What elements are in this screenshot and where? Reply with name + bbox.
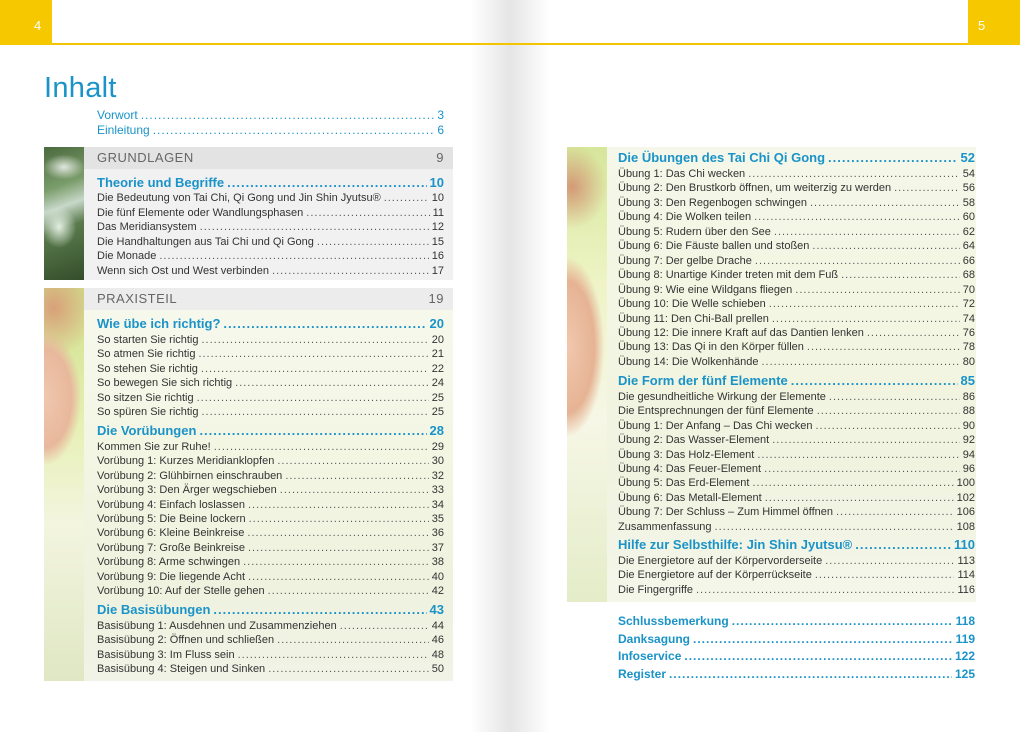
toc-entry-page: 42 — [431, 585, 444, 597]
toc-entry — [618, 196, 975, 210]
toc-entry-title: Einleitung — [97, 123, 150, 137]
chapter-heading — [97, 175, 444, 191]
toc-entry — [97, 206, 444, 220]
toc-entry — [97, 191, 444, 205]
toc-entry-title: Übung 9: Wie eine Wildgans fliegen — [618, 283, 793, 296]
toc-entry-page: 54 — [962, 168, 975, 180]
page-number-box — [968, 0, 1020, 45]
toc-entry-title: So sitzen Sie richtig — [97, 391, 194, 404]
toc-entry — [97, 541, 444, 555]
toc-entry — [97, 662, 444, 676]
toc-entry — [97, 333, 444, 347]
end-entry — [618, 648, 975, 664]
dot-leader — [199, 423, 426, 439]
dot-leader — [243, 555, 429, 569]
toc-entry-page: 17 — [431, 264, 444, 277]
dot-leader — [340, 619, 429, 633]
dot-leader — [268, 584, 429, 598]
toc-entry-title: Vorübung 3: Den Ärger wegschieben — [97, 484, 277, 497]
toc-entry-title: Übung 13: Das Qi in den Körper füllen — [618, 341, 804, 354]
header-rule — [510, 43, 968, 45]
toc-entry — [97, 619, 444, 633]
toc-entry-title: Vorübung 1: Kurzes Meridianklopfen — [97, 455, 275, 468]
toc-entry-title: Übung 2: Den Brustkorb öffnen, um weiterzig zu werden — [618, 182, 892, 195]
toc-entry — [97, 440, 444, 454]
toc-entry-page: 46 — [431, 634, 444, 647]
toc-entry-page: 72 — [962, 298, 975, 311]
gutter-shadow — [470, 0, 510, 732]
dot-leader — [197, 391, 429, 405]
page-number-box — [0, 0, 52, 45]
toc-entry-page: 25 — [431, 391, 444, 404]
toc-entry-title: Vorübung 4: Einfach loslassen — [97, 498, 245, 511]
toc-entry-page: 100 — [956, 477, 975, 490]
dot-leader — [755, 254, 960, 268]
toc-entry-page: 88 — [962, 405, 975, 418]
dot-leader — [153, 123, 435, 137]
toc-entry-title: Die Übungen des Tai Chi Qi Gong — [618, 150, 826, 165]
toc-entry-title: So spüren Sie richtig — [97, 406, 199, 418]
dot-leader — [213, 602, 426, 618]
toc-entry-page: 32 — [431, 469, 444, 482]
toc-entry-title: Die Handhaltungen aus Tai Chi und Qi Gong — [97, 235, 314, 248]
chapter-heading — [618, 150, 975, 166]
dot-leader — [285, 469, 428, 483]
dot-leader — [752, 476, 953, 490]
toc-entry-page: 43 — [429, 602, 444, 617]
toc-entry-page: 64 — [962, 240, 975, 253]
toc-entry-title: Die Basisübungen — [97, 602, 211, 617]
dot-leader — [248, 541, 429, 555]
toc-entry-page: 116 — [957, 583, 975, 596]
toc-entry-page: 122 — [954, 649, 975, 663]
toc-entry — [618, 568, 975, 582]
end-entry — [618, 666, 975, 682]
toc-entry-page: 60 — [962, 211, 975, 224]
dot-leader — [812, 239, 959, 253]
toc-entry — [618, 419, 975, 433]
toc-entry-page: 113 — [957, 555, 975, 567]
dot-leader — [772, 433, 960, 447]
toc-entry-page: 74 — [962, 312, 975, 325]
toc-entry — [618, 390, 975, 404]
toc-entry — [97, 362, 444, 376]
toc-entry-page: 10 — [429, 175, 444, 190]
toc-entry-title: Kommen Sie zur Ruhe! — [97, 441, 211, 453]
toc-entry-page: 114 — [957, 569, 975, 582]
dot-leader — [761, 355, 959, 369]
toc-entry-title: Die Form der fünf Elemente — [618, 373, 788, 388]
dot-leader — [280, 483, 429, 497]
toc-entry-title: Übung 4: Das Feuer-Element — [618, 463, 762, 475]
dot-leader — [684, 648, 952, 664]
dot-leader — [817, 404, 960, 418]
toc-entry-title: Hilfe zur Selbsthilfe: Jin Shin Jyutsu® — [618, 537, 853, 552]
toc-entry — [618, 297, 975, 311]
toc-entry — [618, 340, 975, 354]
toc-entry-title: So stehen Sie richtig — [97, 362, 198, 375]
toc-entry-page: 22 — [431, 362, 444, 375]
dot-leader — [223, 316, 426, 332]
toc-entry-title: Übung 11: Den Chi-Ball prellen — [618, 312, 769, 325]
toc-entry-page: 35 — [431, 513, 444, 525]
toc-entry — [618, 433, 975, 447]
toc-entry-title: Die Energietore auf der Körperrückseite — [618, 569, 812, 582]
dot-leader — [841, 268, 960, 282]
toc-entry-title: Vorübung 9: Die liegende Acht — [97, 570, 246, 583]
toc-entry-title: So atmen Sie richtig — [97, 348, 196, 361]
toc-entry-page: 36 — [431, 527, 444, 540]
toc-entry — [618, 554, 975, 568]
dot-leader — [815, 568, 955, 582]
dot-leader — [247, 526, 428, 540]
page-number: 4 — [34, 18, 42, 33]
toc-entry-page: 70 — [962, 283, 975, 296]
dot-leader — [764, 462, 960, 476]
toc-entry — [97, 483, 444, 497]
toc-entry-page: 108 — [956, 520, 975, 533]
toc-entry — [618, 476, 975, 490]
dot-leader — [748, 167, 960, 181]
dot-leader — [249, 512, 429, 526]
toc-entry — [97, 405, 444, 419]
dot-leader — [306, 206, 429, 220]
toc-entry — [97, 469, 444, 483]
toc-entry-title: Infoservice — [618, 649, 682, 663]
toc-entry — [97, 347, 444, 361]
toc-entry-page: 110 — [954, 537, 975, 552]
toc-entry — [618, 167, 975, 181]
dot-leader — [159, 249, 428, 263]
end-entry — [618, 613, 975, 629]
dot-leader — [248, 498, 429, 512]
dot-leader — [198, 347, 428, 361]
toc-entry — [618, 254, 975, 268]
toc-entry-page: 3 — [437, 108, 444, 122]
toc-entry-page: 28 — [429, 423, 444, 438]
toc-entry-title: Basisübung 1: Ausdehnen und Zusammenziehen — [97, 620, 337, 632]
right-page — [510, 0, 1020, 732]
part-page: 19 — [428, 291, 444, 306]
toc-entry — [618, 491, 975, 505]
toc-entry-title: Übung 7: Der Schluss – Zum Himmel öffnen — [618, 506, 833, 519]
toc-entry-page: 25 — [431, 406, 444, 418]
toc-entry-page: 92 — [962, 434, 975, 447]
dot-leader — [202, 405, 429, 419]
dot-leader — [277, 633, 429, 647]
toc-entry-page: 94 — [962, 448, 975, 461]
dot-leader — [774, 225, 960, 239]
dot-leader — [268, 662, 429, 676]
toc-entry-title: Die Vorübungen — [97, 423, 197, 438]
toc-entry — [97, 220, 444, 234]
chapter-heading — [97, 602, 444, 618]
dot-leader — [238, 648, 429, 662]
toc-entry-title: Vorübung 5: Die Beine lockern — [97, 513, 246, 525]
toc-entry — [618, 448, 975, 462]
toc-entry — [97, 376, 444, 390]
chapter-heading — [97, 423, 444, 439]
toc-entry — [97, 570, 444, 584]
toc-entry-page: 37 — [431, 541, 444, 554]
toc-entry-title: So starten Sie richtig — [97, 334, 199, 346]
intro-entry — [97, 123, 444, 137]
toc-entry-page: 24 — [431, 377, 444, 390]
toc-entry — [618, 404, 975, 418]
part-heading — [97, 150, 444, 166]
toc-entry-page: 38 — [431, 556, 444, 569]
toc-entry-title: Vorübung 10: Auf der Stelle gehen — [97, 585, 265, 597]
gutter-shadow — [510, 0, 550, 732]
toc-entry-page: 29 — [431, 441, 444, 453]
dot-leader — [693, 631, 953, 647]
dot-leader — [829, 390, 960, 404]
dot-leader — [769, 297, 960, 311]
dot-leader — [894, 181, 960, 195]
toc-entry-title: Register — [618, 666, 667, 681]
woman-face-photo — [44, 288, 84, 681]
toc-entry — [618, 583, 975, 597]
waterfall-photo — [44, 147, 84, 280]
end-entry — [618, 631, 975, 647]
toc-entry-title: Vorwort — [97, 108, 138, 122]
chapter-heading — [618, 373, 975, 389]
toc-entry-title: Basisübung 4: Steigen und Sinken — [97, 663, 266, 676]
toc-entry-title: Übung 10: Die Welle schieben — [618, 298, 766, 311]
woman-face-photo — [567, 147, 607, 602]
dot-leader — [807, 340, 960, 354]
toc-entry-page: 6 — [437, 123, 444, 137]
toc-entry-title: Übung 8: Unartige Kinder treten mit dem Fuß — [618, 269, 839, 282]
toc-entry-title: Übung 3: Den Regenbogen schwingen — [618, 196, 807, 209]
toc-entry-title: Übung 5: Rudern über den See — [618, 225, 771, 238]
dot-leader — [791, 373, 958, 389]
dot-leader — [202, 333, 429, 347]
dot-leader — [669, 666, 952, 682]
toc-entry-title: Die Bedeutung von Tai Chi, Qi Gong und Jin Shin Jyutsu® — [97, 192, 381, 204]
toc-entry-page: 125 — [954, 666, 975, 681]
toc-entry-title: Vorübung 7: Große Beinkreise — [97, 541, 245, 554]
toc-entry-page: 48 — [431, 648, 444, 661]
toc-entry-title: Basisübung 3: Im Fluss sein — [97, 648, 235, 661]
toc-entry-title: Zusammenfassung — [618, 520, 712, 533]
toc-entry — [618, 283, 975, 297]
toc-entry-title: Theorie und Begriffe — [97, 175, 225, 190]
toc-entry-page: 96 — [962, 463, 975, 475]
page-title: Inhalt — [44, 72, 117, 104]
toc-entry-page: 106 — [956, 506, 975, 519]
toc-entry — [618, 239, 975, 253]
toc-entry-title: Übung 7: Der gelbe Drache — [618, 254, 752, 267]
toc-entry — [618, 462, 975, 476]
toc-entry — [97, 526, 444, 540]
toc-entry-page: 58 — [962, 196, 975, 209]
toc-entry-page: 12 — [431, 221, 444, 233]
toc-entry-page: 78 — [962, 341, 975, 354]
dot-leader — [867, 326, 960, 340]
dot-leader — [765, 491, 954, 505]
toc-entry-title: Übung 3: Das Holz-Element — [618, 448, 755, 461]
toc-entry — [618, 210, 975, 224]
toc-entry-page: 102 — [956, 491, 975, 504]
toc-entry-title: Das Meridiansystem — [97, 221, 197, 233]
toc-entry-title: Die fünf Elemente oder Wandlungsphasen — [97, 206, 304, 219]
toc-entry-page: 20 — [431, 334, 444, 346]
dot-leader — [141, 108, 435, 122]
toc-entry-title: Übung 4: Die Wolken teilen — [618, 211, 752, 224]
toc-entry — [97, 648, 444, 662]
toc-entry-title: Übung 1: Das Chi wecken — [618, 168, 746, 180]
toc-entry-title: Basisübung 2: Öffnen und schließen — [97, 634, 275, 647]
toc-entry-title: Übung 12: Die innere Kraft auf das Dantien lenken — [618, 326, 864, 339]
toc-entry-page: 118 — [955, 614, 975, 628]
toc-entry-title: Übung 5: Das Erd-Element — [618, 477, 750, 490]
toc-entry-title: So bewegen Sie sich richtig — [97, 377, 233, 390]
toc-entry-title: Die Entsprechnungen der fünf Elemente — [618, 405, 814, 418]
dot-leader — [201, 362, 429, 376]
toc-entry — [97, 454, 444, 468]
toc-entry-page: 40 — [431, 570, 444, 583]
toc-entry-page: 20 — [429, 316, 444, 331]
toc-entry — [97, 633, 444, 647]
dot-leader — [810, 196, 960, 210]
part-heading — [97, 291, 444, 307]
dot-leader — [732, 613, 953, 629]
toc-entry-page: 50 — [431, 663, 444, 676]
toc-entry-page: 56 — [962, 182, 975, 195]
chapter-heading — [97, 316, 444, 332]
dot-leader — [200, 220, 429, 234]
dot-leader — [795, 283, 959, 297]
toc-entry — [618, 355, 975, 369]
toc-entry-title: Übung 14: Die Wolkenhände — [618, 355, 759, 368]
dot-leader — [696, 583, 954, 597]
toc-entry-title: Die gesundheitliche Wirkung der Elemente — [618, 391, 826, 403]
toc-entry-title: Die Fingergriffe — [618, 583, 693, 596]
toc-entry — [97, 555, 444, 569]
dot-leader — [248, 570, 429, 584]
toc-entry-page: 16 — [431, 250, 444, 262]
toc-entry-page: 62 — [962, 225, 975, 238]
toc-entry-page: 10 — [431, 192, 444, 204]
toc-entry — [97, 264, 444, 278]
toc-entry-title: Danksagung — [618, 631, 691, 646]
toc-entry-title: Die Monade — [97, 250, 157, 262]
toc-entry-page: 66 — [962, 254, 975, 267]
dot-leader — [855, 537, 951, 553]
toc-entry-title: Wie übe ich richtig? — [97, 316, 221, 331]
dot-leader — [815, 419, 959, 433]
header-rule — [52, 43, 510, 45]
toc-entry-title: Schlussbemerkung — [618, 614, 729, 628]
dot-leader — [277, 454, 428, 468]
toc-entry-page: 52 — [960, 150, 975, 165]
toc-entry-page: 44 — [431, 620, 444, 632]
page-number: 5 — [978, 18, 986, 33]
chapter-heading — [618, 537, 975, 553]
toc-entry-page: 85 — [960, 373, 975, 388]
toc-entry — [97, 391, 444, 405]
part-title: GRUNDLAGEN — [97, 150, 194, 165]
toc-entry — [618, 181, 975, 195]
toc-entry-title: Die Energietore auf der Körpervorderseite — [618, 555, 823, 567]
toc-entry — [97, 584, 444, 598]
dot-leader — [317, 235, 429, 249]
toc-entry — [97, 249, 444, 263]
dot-leader — [828, 150, 957, 166]
toc-entry — [97, 512, 444, 526]
toc-entry — [618, 520, 975, 534]
part-title: PRAXISTEIL — [97, 291, 178, 306]
dot-leader — [757, 448, 959, 462]
part-page: 9 — [436, 150, 444, 165]
toc-entry-title: Übung 6: Das Metall-Element — [618, 491, 762, 504]
dot-leader — [836, 505, 954, 519]
toc-entry — [618, 326, 975, 340]
toc-entry-page: 86 — [962, 391, 975, 403]
dot-leader — [825, 554, 954, 568]
toc-entry-title: Übung 2: Das Wasser-Element — [618, 434, 770, 447]
toc-entry-page: 30 — [431, 455, 444, 468]
dot-leader — [235, 376, 429, 390]
toc-entry-page: 34 — [431, 498, 444, 511]
toc-entry-title: Vorübung 6: Kleine Beinkreise — [97, 527, 245, 540]
toc-entry — [618, 225, 975, 239]
toc-entry-page: 76 — [962, 326, 975, 339]
toc-entry-page: 68 — [962, 269, 975, 282]
toc-entry-page: 21 — [431, 348, 444, 361]
toc-entry — [97, 235, 444, 249]
toc-entry-title: Vorübung 8: Arme schwingen — [97, 556, 241, 569]
dot-leader — [384, 191, 429, 205]
toc-entry-page: 33 — [431, 484, 444, 497]
toc-entry — [618, 268, 975, 282]
toc-entry-title: Übung 1: Der Anfang – Das Chi wecken — [618, 419, 813, 432]
toc-entry — [618, 505, 975, 519]
toc-entry-title: Wenn sich Ost und West verbinden — [97, 264, 270, 277]
toc-entry-page: 11 — [432, 206, 444, 219]
dot-leader — [772, 312, 960, 326]
toc-entry — [618, 312, 975, 326]
dot-leader — [715, 520, 954, 534]
toc-entry-title: Vorübung 2: Glühbirnen einschrauben — [97, 469, 283, 482]
toc-entry-page: 15 — [431, 235, 444, 248]
dot-leader — [272, 264, 429, 278]
dot-leader — [754, 210, 960, 224]
toc-entry-title: Übung 6: Die Fäuste ballen und stoßen — [618, 240, 810, 253]
intro-entry — [97, 108, 444, 122]
toc-entry-page: 80 — [962, 355, 975, 368]
dot-leader — [214, 440, 429, 454]
toc-entry — [97, 498, 444, 512]
toc-entry-page: 90 — [962, 419, 975, 432]
toc-entry-page: 119 — [955, 631, 975, 646]
dot-leader — [227, 175, 426, 191]
